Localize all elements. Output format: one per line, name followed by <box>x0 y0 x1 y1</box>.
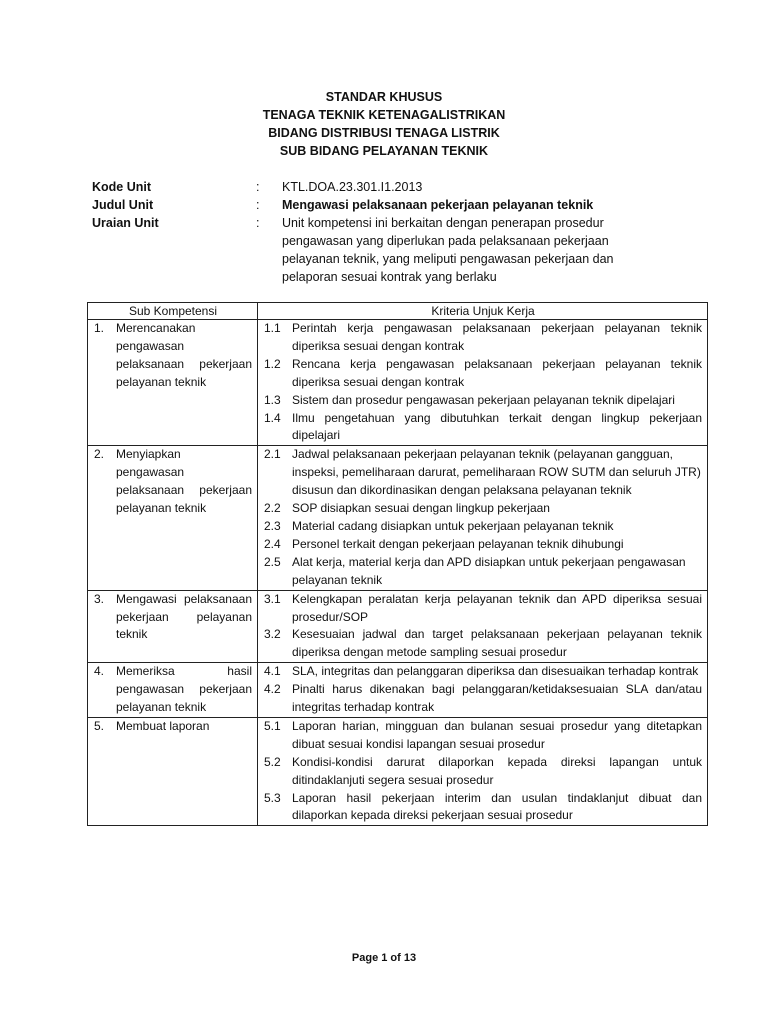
criterion-number: 2.4 <box>264 536 281 551</box>
title-line-4: SUB BIDANG PELAYANAN TEKNIK <box>279 144 489 158</box>
title-line-3: BIDANG DISTRIBUSI TENAGA LISTRIK <box>268 126 500 140</box>
criterion <box>264 663 702 681</box>
sub-kompetensi-cell <box>88 590 258 663</box>
criterion <box>264 500 702 518</box>
page-number: Page 1 of 13 <box>351 952 417 964</box>
criterion-text: Rencana kerja pengawasan pelaksanaan pekerjaan pelayanan teknik diperiksa sesuai dengan kontrak <box>292 356 702 389</box>
title-line-1: STANDAR KHUSUS <box>325 90 443 104</box>
criterion-text: Jadwal pelaksanaan pekerjaan pelayanan teknik (pelayanan gangguan, inspeksi, pemeliharaan darurat, pemeliharaan ROW SUTM dan seluruh JTR) disusun dan dikordinasikan dengan pelaksana pelayanan teknik <box>292 447 701 498</box>
kode-unit-label: Kode Unit <box>92 180 152 194</box>
colon: : <box>256 216 260 230</box>
criterion-text: Kelengkapan peralatan kerja pelayanan teknik dan APD diperiksa sesuai prosedur/SOP <box>292 591 702 624</box>
criterion <box>264 392 702 410</box>
criterion-number: 5.1 <box>264 718 281 733</box>
competency-table <box>87 302 708 826</box>
sub-text: Membuat laporan <box>116 718 210 733</box>
criterion <box>264 536 702 554</box>
criterion-number: 2.3 <box>264 518 281 533</box>
colon: : <box>256 180 260 194</box>
sub-number: 2. <box>94 447 105 462</box>
criterion <box>264 320 702 356</box>
criterion <box>264 356 702 392</box>
kriteria-cell <box>258 590 708 663</box>
sub-kompetensi-cell <box>88 663 258 718</box>
kode-unit-row <box>92 178 692 196</box>
criterion <box>264 591 702 627</box>
criterion-number: 1.2 <box>264 356 281 371</box>
sub-kompetensi <box>94 718 252 736</box>
table-row <box>88 717 708 825</box>
criterion-number: 3.2 <box>264 627 281 642</box>
criterion-text: Personel terkait dengan pekerjaan pelayanan teknik dihubungi <box>292 536 624 551</box>
criterion <box>264 518 702 536</box>
criterion-number: 3.1 <box>264 591 281 606</box>
col-header-kriteria: Kriteria Unjuk Kerja <box>258 303 708 320</box>
criterion-number: 4.1 <box>264 664 281 679</box>
uraian-unit-label: Uraian Unit <box>92 216 159 230</box>
document-title <box>0 88 768 160</box>
criterion <box>264 410 702 446</box>
uraian-line: pelaporan sesuai kontrak yang berlaku <box>282 270 497 284</box>
kriteria-cell <box>258 717 708 825</box>
sub-number: 5. <box>94 718 105 733</box>
table-row <box>88 663 708 718</box>
criterion-number: 2.5 <box>264 554 281 569</box>
criterion-text: Perintah kerja pengawasan pelaksanaan pekerjaan pelayanan teknik diperiksa sesuai dengan kontrak <box>292 321 702 353</box>
title-line-2: TENAGA TEKNIK KETENAGALISTRIKAN <box>262 108 506 122</box>
kode-unit-value: KTL.DOA.23.301.I1.2013 <box>282 180 423 194</box>
judul-unit-value: Mengawasi pelaksanaan pekerjaan pelayanan teknik <box>282 198 594 212</box>
criterion-number: 4.2 <box>264 682 281 697</box>
sub-kompetensi-cell <box>88 446 258 590</box>
criterion-text: Laporan hasil pekerjaan interim dan usulan tindaklanjut dibuat dan dilaporkan kepada direksi pekerjaan sesuai prosedur <box>292 790 702 823</box>
uraian-unit-row <box>92 214 692 286</box>
unit-meta <box>92 178 692 286</box>
criterion-number: 1.1 <box>264 321 281 335</box>
judul-unit-row <box>92 196 692 214</box>
criterion <box>264 790 702 826</box>
criterion-text: Kesesuaian jadwal dan target pelaksanaan pekerjaan pelayanan teknik diperiksa dengan metode sampling sesuai prosedur <box>292 627 702 660</box>
criterion-text: SOP disiapkan sesuai dengan lingkup pekerjaan <box>292 501 550 516</box>
sub-number: 3. <box>94 591 105 606</box>
uraian-line: pelayanan teknik, yang meliputi pengawasan pekerjaan dan <box>282 252 614 266</box>
criterion-number: 1.3 <box>264 392 281 407</box>
table-row <box>88 446 708 590</box>
criterion-number: 2.1 <box>264 447 281 462</box>
uraian-line: pengawasan yang diperlukan pada pelaksanaan pekerjaan <box>282 234 609 248</box>
kriteria-cell <box>258 446 708 590</box>
sub-number: 1. <box>94 321 105 335</box>
kriteria-cell <box>258 663 708 718</box>
judul-unit-label: Judul Unit <box>92 198 154 212</box>
colon: : <box>256 198 260 212</box>
sub-text: Merencanakan pengawasan pelaksanaan pekerjaan pelayanan teknik <box>116 321 252 389</box>
criterion <box>264 718 702 754</box>
sub-kompetensi <box>94 446 252 518</box>
criterion <box>264 554 702 590</box>
sub-text: Mengawasi pelaksanaan pekerjaan pelayanan teknik <box>116 591 252 642</box>
criterion <box>264 754 702 790</box>
sub-kompetensi <box>94 320 252 392</box>
criterion-number: 2.2 <box>264 501 281 516</box>
sub-kompetensi <box>94 591 252 645</box>
table-row <box>88 320 708 446</box>
kriteria-cell <box>258 320 708 446</box>
criterion-text: Sistem dan prosedur pengawasan pekerjaan pelayanan teknik dipelajari <box>292 392 675 407</box>
sub-text: Menyiapkan pengawasan pelaksanaan pekerjaan pelayanan teknik <box>116 447 252 516</box>
criterion-text: Laporan harian, mingguan dan bulanan sesuai prosedur yang ditetapkan dibuat sesuai kondisi lapangan sesuai prosedur <box>292 718 702 751</box>
sub-kompetensi <box>94 663 252 717</box>
criterion-text: Kondisi-kondisi darurat dilaporkan kepada direksi lapangan untuk ditindaklanjuti segera sesuai prosedur <box>292 754 702 787</box>
criterion-text: Ilmu pengetahuan yang dibutuhkan terkait dengan lingkup pekerjaan dipelajari <box>292 410 702 443</box>
sub-kompetensi-cell <box>88 320 258 446</box>
table-header-row <box>88 303 708 320</box>
criterion-text: Alat kerja, material kerja dan APD disiapkan untuk pekerjaan pengawasan pelayanan teknik <box>292 554 686 587</box>
criterion-number: 5.3 <box>264 790 281 805</box>
uraian-unit-value <box>282 214 692 286</box>
sub-text: Memeriksa hasil pengawasan pekerjaan pelayanan teknik <box>116 664 252 715</box>
col-header-sub-kompetensi: Sub Kompetensi <box>88 303 258 320</box>
criterion-number: 1.4 <box>264 410 281 425</box>
sub-kompetensi-cell <box>88 717 258 825</box>
criterion <box>264 626 702 662</box>
criterion-text: SLA, integritas dan pelanggaran diperiksa dan disesuaikan terhadap kontrak <box>292 664 699 679</box>
criterion-text: Material cadang disiapkan untuk pekerjaan pelayanan teknik <box>292 518 614 533</box>
table-row <box>88 590 708 663</box>
criterion <box>264 446 702 500</box>
sub-number: 4. <box>94 664 105 679</box>
criterion <box>264 681 702 717</box>
criterion-text: Pinalti harus dikenakan bagi pelanggaran/ketidaksesuaian SLA dan/atau integritas terhadap kontrak <box>292 682 702 715</box>
criterion-number: 5.2 <box>264 754 281 769</box>
uraian-line: Unit kompetensi ini berkaitan dengan penerapan prosedur <box>282 216 604 230</box>
